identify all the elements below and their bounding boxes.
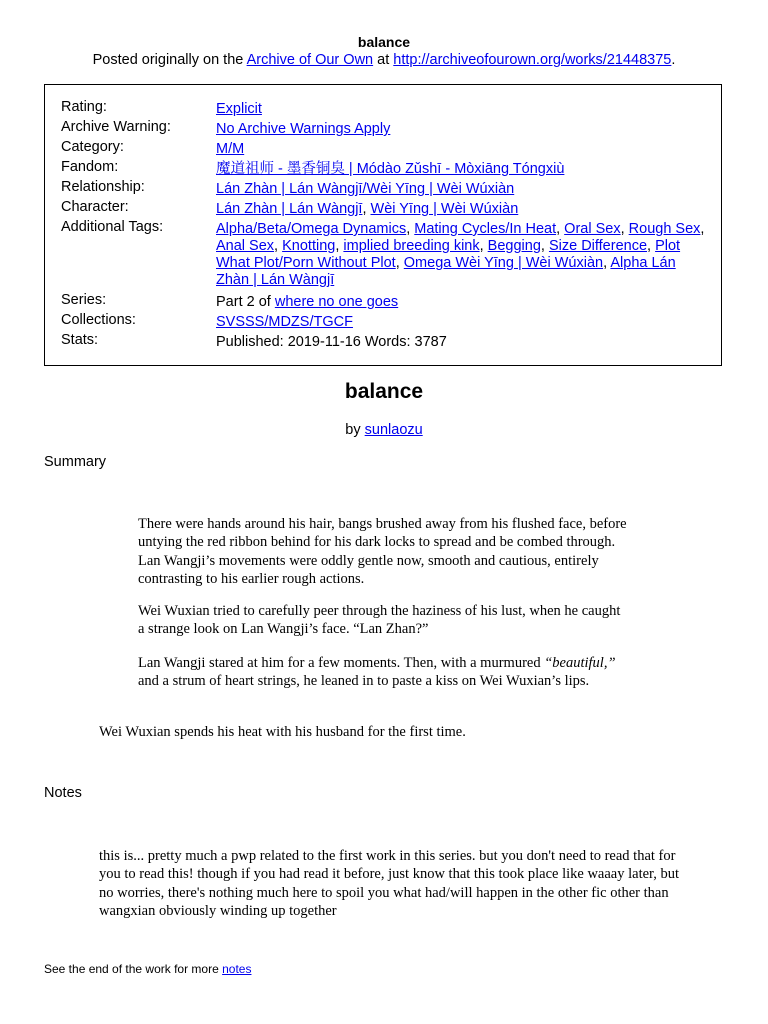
series-prefix: Part 2 of <box>216 294 271 310</box>
summary-emphasis: “beautiful,” <box>544 655 616 671</box>
tag-link[interactable]: Knotting <box>282 238 336 254</box>
character-link[interactable]: Wèi Yīng | Wèi Wúxiàn <box>370 201 519 217</box>
stats-value: Published: 2019-11-16 Words: 3787 <box>216 334 447 350</box>
stats-label: Stats: <box>61 332 99 348</box>
by-word: by <box>345 422 361 438</box>
fandom-link[interactable]: 魔道祖师 - 墨香铜臭 | Módào Zǔshī - Mòxiāng Tóngxiù <box>216 161 565 177</box>
notes-text: this is... pretty much a pwp related to the first work in this series. but you don't need to read that for you to read this! though if you had read it before, just know that this took place like waaay later, but no worries, there's nothing much here to spoil you what had/will happen in the other fic other than wangxian obviously winding up together <box>99 848 680 919</box>
character-link[interactable]: Lán Zhàn | Lán Wàngjī <box>216 201 363 217</box>
author-link[interactable]: sunlaozu <box>364 422 423 438</box>
rating-link[interactable]: Explicit <box>216 101 262 117</box>
summary-text: and a strum of heart strings, he leaned in to paste a kiss on Wei Wuxian’s lips. <box>138 673 590 690</box>
tag-link[interactable]: Omega Wèi Yīng | Wèi Wúxiàn <box>403 255 604 271</box>
tag-link[interactable]: Alpha Lán Zhàn | Lán Wàngjī <box>216 255 676 288</box>
tag-link[interactable]: Begging <box>487 238 541 254</box>
summary-paragraph: Wei Wuxian tried to carefully peer through the haziness of his lust, when he caught a strange look on Lan Wangji’s face. “Lan Zhan?” <box>138 603 621 638</box>
warning-link[interactable]: No Archive Warnings Apply <box>216 121 391 137</box>
footer-text: See the end of the work for more <box>44 962 219 976</box>
at-word: at <box>377 52 390 68</box>
work-metadata-box: Rating: Explicit Archive Warning: No Archive Warnings Apply Category: M/M Fandom: 魔道祖师 - 墨香铜臭 | Módào Zǔshī - Mòxiāng Tóngxiù Relationship: Lán Zhàn | Lán Wàngjī/Wèi Yīng | Wèi Wúxiàn Character: Lán Zhàn | Lán Wàngjī, Wèi Yīng | Wèi Wúxiàn Additional Tags: Alpha/Beta/Omega Dynamics, Mating Cycles/In Heat, Oral Sex, Rough Sex, Anal Sex, Knotting, implied breeding kink, Begging, Size Difference, Plot What Plot/Porn Without Plot, Omega Wèi Yīng | Wèi Wúxiàn, Alpha Lán Zhàn | Lán Wàngjī Series: Part 2 of where no one goes Collections: SVSSS/MDZS/TGCF Stats: Published: 2019-11-16 Words: 3787 <box>44 84 722 366</box>
relationship-link[interactable]: Lán Zhàn | Lán Wàngjī/Wèi Yīng | Wèi Wúxiàn <box>216 181 515 197</box>
additional-tags-list: Alpha/Beta/Omega Dynamics, Mating Cycles/In Heat, Oral Sex, Rough Sex, Anal Sex, Knotting, implied breeding kink, Begging, Size Difference, Plot What Plot/Porn Without Plot, Omega Wèi Yīng | Wèi Wúxiàn, Alpha Lán Zhàn | Lán Wàngjī <box>216 221 705 288</box>
tag-link[interactable]: Alpha/Beta/Omega Dynamics <box>216 221 407 237</box>
tag-link[interactable]: Size Difference <box>548 238 648 254</box>
series-link[interactable]: where no one goes <box>274 294 399 310</box>
footer-note <box>44 962 251 976</box>
summary-heading: Summary <box>44 454 107 470</box>
summary-text: Lan Wangji stared at him for a few moments. Then, with a murmured <box>138 655 541 671</box>
tag-link[interactable]: Anal Sex <box>216 238 275 254</box>
additional-tags-label: Additional Tags: <box>61 219 164 235</box>
tag-link[interactable]: Plot What Plot/Porn Without Plot <box>216 238 681 271</box>
category-label: Category: <box>61 139 124 155</box>
archive-link[interactable]: Archive of Our Own <box>246 52 374 68</box>
summary-tagline: Wei Wuxian spends his heat with his husband for the first time. <box>99 724 466 740</box>
tag-link[interactable]: Rough Sex <box>628 221 701 237</box>
notes-heading: Notes <box>44 785 82 801</box>
relationship-label: Relationship: <box>61 179 145 195</box>
character-label: Character: <box>61 199 129 215</box>
summary-paragraph: There were hands around his hair, bangs brushed away from his flushed face, before untying the red ribbon behind for his dark locks to spread and be combed through. Lan Wangji’s movements were oddly gentle now, smooth and cautious, entirely contrasting to his earlier rough actions. <box>138 516 627 587</box>
posted-originally-line <box>0 52 768 68</box>
tag-link[interactable]: Oral Sex <box>564 221 621 237</box>
series-label: Series: <box>61 292 107 308</box>
summary-paragraph <box>138 654 628 691</box>
collections-label: Collections: <box>61 312 136 328</box>
tag-link[interactable]: Mating Cycles/In Heat <box>414 221 557 237</box>
end-notes-link[interactable]: notes <box>222 962 252 976</box>
rating-label: Rating: <box>61 99 107 115</box>
fandom-label: Fandom: <box>61 159 119 175</box>
category-link[interactable]: M/M <box>216 141 245 157</box>
tag-link[interactable]: implied breeding kink <box>343 238 480 254</box>
warning-label: Archive Warning: <box>61 119 171 135</box>
header-period: . <box>671 52 676 68</box>
header-title: balance <box>357 34 411 50</box>
work-url-link[interactable]: http://archiveofourown.org/works/21448375 <box>393 52 672 68</box>
byline <box>0 422 768 438</box>
work-title: balance <box>344 380 424 403</box>
posted-prefix: Posted originally on the <box>92 52 244 68</box>
collections-link[interactable]: SVSSS/MDZS/TGCF <box>216 314 353 330</box>
